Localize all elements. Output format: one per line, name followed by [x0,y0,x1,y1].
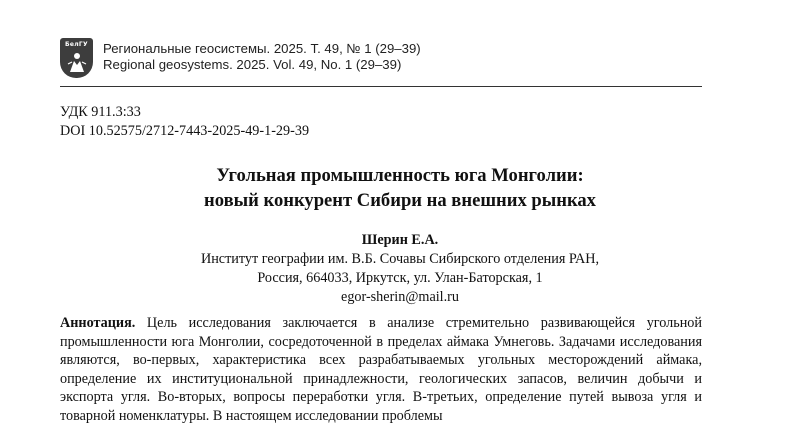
journal-title-en: Regional geosystems. 2025. Vol. 49, No. 1 (29–39) [103,57,402,72]
title-line-1: Угольная промышленность юга Монголии: [216,165,584,186]
affiliation-line-1: Институт географии им. В.Б. Сочавы Сибирского отделения РАН, [200,251,600,267]
udc-code: УДК 911.3:33 [60,104,141,120]
title-line-2: новый конкурент Сибири на внешних рынках [204,190,596,211]
affiliation-line-2: Россия, 664033, Иркутск, ул. Улан-Баторская, 1 [257,270,543,286]
article-meta [60,103,309,141]
abstract-text: Цель исследования заключается в анализе стремительно развивающейся угольной промышленности юга Монголии, сосредоточенной в пределах аймака Умнеговь. Задачами исследования являются, во-первых, характеристика всех разрабатываемых угольных месторождений аймака, определение их институциональной принадлежности, геологических запасов, величин добычи и экспорта угля. Во-вторых, вопросы переработки угля. В-третьих, определение путей вывоза угля и товарной номенклатуры. В настоящем исследовании проблемы [60,315,702,424]
journal-title-ru: Региональные геосистемы. 2025. Т. 49, № 1 (29–39) [103,41,421,56]
university-logo [60,38,93,78]
author-block [0,231,800,307]
header-divider [60,86,702,87]
journal-header [103,41,421,73]
abstract-label: Аннотация. [60,315,136,331]
article-title [0,163,800,213]
logo-text: БелГУ [65,41,88,48]
author-name: Шерин Е.А. [361,232,439,248]
author-email[interactable]: egor-sherin@mail.ru [341,289,459,305]
emblem-icon [66,50,88,74]
doi: DOI 10.52575/2712-7443-2025-49-1-29-39 [60,123,310,139]
abstract [60,314,702,425]
